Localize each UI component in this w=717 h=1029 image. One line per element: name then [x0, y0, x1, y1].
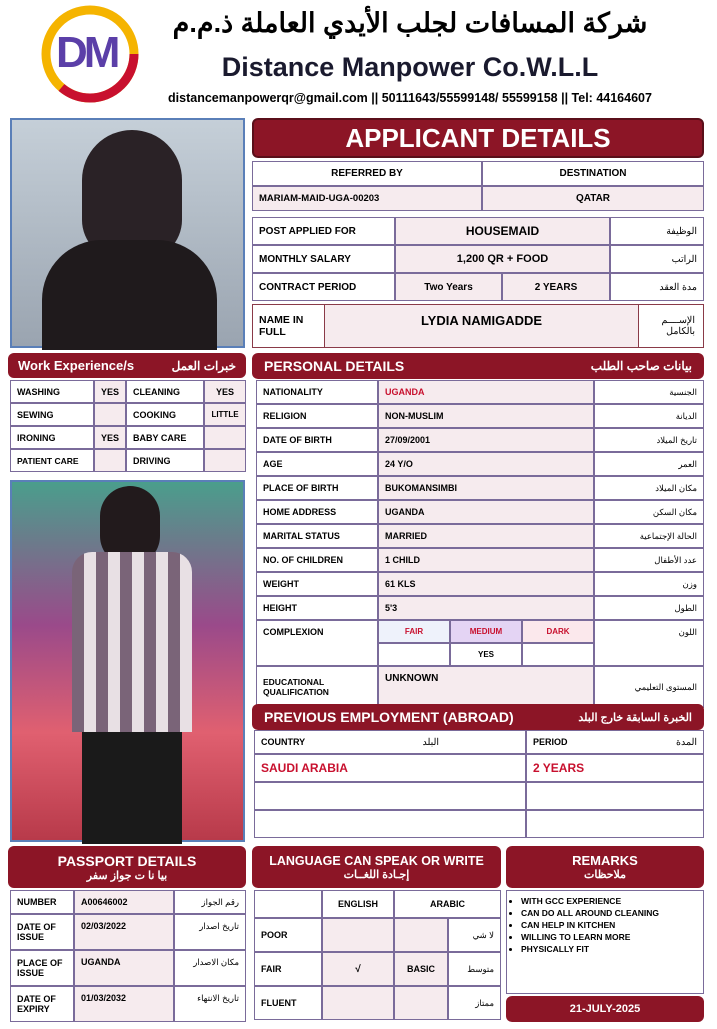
applicant-portrait-photo [10, 118, 245, 348]
passport-arabic-label: تاريخ اصدار [174, 914, 246, 950]
passport-label: PLACE OF ISSUE [10, 950, 74, 986]
previous-period-empty [526, 782, 704, 810]
language-title: LANGUAGE CAN SPEAK OR WRITE [269, 853, 484, 868]
passport-table [10, 890, 246, 1022]
previous-period: 2 YEARS [526, 754, 704, 782]
contract-arabic: مدة العقد [610, 273, 704, 301]
applicant-full-body-photo [10, 480, 245, 842]
language-level-label: POOR [254, 918, 322, 952]
post-value: HOUSEMAID [395, 217, 610, 245]
period-header-arabic: المدة [676, 736, 697, 748]
personal-value: 5'3 [378, 596, 594, 620]
language-arabic-header: ARABIC [394, 890, 501, 918]
skill-value [204, 426, 246, 449]
country-header-arabic: البلد [422, 736, 439, 748]
referred-by-value: MARIAM-MAID-UGA-00203 [252, 186, 482, 211]
skill-label: COOKING [126, 403, 204, 426]
passport-value: 01/03/2032 [74, 986, 174, 1022]
contract-value: 2 YEARS [502, 273, 610, 301]
personal-label: HOME ADDRESS [256, 500, 378, 524]
skill-label: BABY CARE [126, 426, 204, 449]
language-english-mark: √ [322, 952, 394, 986]
contract-label: CONTRACT PERIOD [252, 273, 395, 301]
previous-employment-table [254, 730, 704, 838]
passport-arabic-label: مكان الاصدار [174, 950, 246, 986]
skill-value: LITTLE [204, 403, 246, 426]
previous-country-empty [254, 782, 526, 810]
personal-value: 24 Y/O [378, 452, 594, 476]
job-table [252, 217, 704, 301]
language-arabic-mark [394, 918, 448, 952]
education-value: UNKNOWN [378, 666, 594, 708]
personal-label: AGE [256, 452, 378, 476]
name-arabic: الإســــم بالكامل [639, 305, 701, 347]
remarks-arabic: ملاحظات [584, 869, 626, 881]
language-level-label: FLUENT [254, 986, 322, 1020]
passport-arabic-label: رقم الجواز [174, 890, 246, 914]
personal-arabic: مكان السكن [594, 500, 704, 524]
period-header [526, 730, 704, 754]
name-value: LYDIA NAMIGADDE [325, 305, 639, 347]
remark-item: • CAN DO ALL AROUND CLEANING [521, 907, 697, 919]
personal-label: PLACE OF BIRTH [256, 476, 378, 500]
company-logo: DM [40, 4, 140, 104]
post-label: POST APPLIED FOR [252, 217, 395, 245]
language-arabic: إجـادة اللغــات [343, 868, 410, 881]
remarks-header [506, 846, 704, 888]
personal-details-title: PERSONAL DETAILS [264, 358, 405, 374]
company-name-arabic: شركة المسافات لجلب الأيدي العاملة ذ.م.م [172, 8, 648, 38]
remark-item: • PHYSICALLY FIT [521, 943, 697, 955]
complexion-label: COMPLEXION [256, 620, 378, 666]
language-english-header: ENGLISH [322, 890, 394, 918]
language-header [252, 846, 501, 888]
personal-label: WEIGHT [256, 572, 378, 596]
language-level-arabic: ممتاز [448, 986, 501, 1020]
remarks-title: REMARKS [572, 853, 638, 868]
personal-arabic: الطول [594, 596, 704, 620]
previous-employment-title: PREVIOUS EMPLOYMENT (ABROAD) [264, 709, 514, 725]
referred-by-header: REFERRED BY [252, 161, 482, 186]
language-level-arabic: لا شي [448, 918, 501, 952]
personal-arabic: الديانة [594, 404, 704, 428]
salary-value: 1,200 QR + FOOD [395, 245, 610, 273]
referred-table [252, 161, 704, 211]
complexion-selected-mark: YES [450, 643, 522, 666]
passport-title: PASSPORT DETAILS [57, 852, 197, 869]
work-experience-header [8, 353, 246, 378]
language-arabic-mark: BASIC [394, 952, 448, 986]
personal-value: MARRIED [378, 524, 594, 548]
previous-employment-arabic: الخبرة السابقة خارج البلد [578, 711, 692, 724]
passport-label: DATE OF EXPIRY [10, 986, 74, 1022]
skill-label: IRONING [10, 426, 94, 449]
personal-details-table [256, 380, 704, 708]
passport-arabic-label: تاريخ الانتهاء [174, 986, 246, 1022]
skill-value: YES [94, 380, 126, 403]
passport-value: 02/03/2022 [74, 914, 174, 950]
skill-value [204, 449, 246, 472]
language-level-arabic: متوسط [448, 952, 501, 986]
personal-label: NATIONALITY [256, 380, 378, 404]
complexion-cell [378, 643, 450, 666]
language-english-mark [322, 986, 394, 1020]
work-experience-table [10, 380, 246, 472]
skill-value [94, 403, 126, 426]
name-row [252, 304, 704, 348]
personal-value: UGANDA [378, 380, 594, 404]
previous-period-empty [526, 810, 704, 838]
contract-value-words: Two Years [395, 273, 502, 301]
complexion-option-fair: FAIR [378, 620, 450, 643]
personal-value: BUKOMANSIMBI [378, 476, 594, 500]
remark-item: • WILLING TO LEARN MORE [521, 931, 697, 943]
name-label: NAME IN FULL [253, 305, 325, 347]
language-corner [254, 890, 322, 918]
personal-label: DATE OF BIRTH [256, 428, 378, 452]
document-date: 21-JULY-2025 [506, 996, 704, 1022]
personal-label: NO. OF CHILDREN [256, 548, 378, 572]
personal-details-header [252, 353, 704, 379]
period-header-label: PERIOD [533, 737, 568, 747]
salary-arabic: الراتب [610, 245, 704, 273]
personal-label: HEIGHT [256, 596, 378, 620]
complexion-option-dark: DARK [522, 620, 594, 643]
previous-country: SAUDI ARABIA [254, 754, 526, 782]
destination-header: DESTINATION [482, 161, 704, 186]
personal-value: 61 KLS [378, 572, 594, 596]
personal-arabic: العمر [594, 452, 704, 476]
skill-value [94, 449, 126, 472]
passport-label: DATE OF ISSUE [10, 914, 74, 950]
personal-value: 1 CHILD [378, 548, 594, 572]
company-contact: distancemanpowerqr@gmail.com || 50111643/55599148/ 55599158 || Tel: 44164607 [168, 91, 652, 105]
post-arabic: الوظيفة [610, 217, 704, 245]
applicant-details-title: APPLICANT DETAILS [252, 118, 704, 158]
company-name-english: Distance Manpower Co.W.L.L [221, 52, 599, 82]
remark-item: • CAN HELP IN KITCHEN [521, 919, 697, 931]
personal-arabic: الجنسية [594, 380, 704, 404]
education-arabic: المستوى التعليمي [594, 666, 704, 708]
skill-value: YES [204, 380, 246, 403]
education-label: EDUCATIONAL QUALIFICATION [256, 666, 378, 708]
skill-label: SEWING [10, 403, 94, 426]
passport-arabic: بيا نا ت جواز سفر [86, 869, 168, 882]
personal-label: MARITAL STATUS [256, 524, 378, 548]
passport-value: UGANDA [74, 950, 174, 986]
skill-label: CLEANING [126, 380, 204, 403]
country-header-label: COUNTRY [261, 737, 306, 747]
personal-value: NON-MUSLIM [378, 404, 594, 428]
skill-label: WASHING [10, 380, 94, 403]
personal-details-arabic: بيانات صاحب الطلب [590, 359, 692, 373]
complexion-option-medium: MEDIUM [450, 620, 522, 643]
destination-value: QATAR [482, 186, 704, 211]
language-level-label: FAIR [254, 952, 322, 986]
work-experience-arabic: خبرات العمل [171, 358, 236, 373]
remarks-box [506, 890, 704, 994]
previous-country-empty [254, 810, 526, 838]
personal-arabic: وزن [594, 572, 704, 596]
work-experience-title: Work Experience/s [18, 358, 135, 373]
skill-label: PATIENT CARE [10, 449, 94, 472]
passport-label: NUMBER [10, 890, 74, 914]
skill-value: YES [94, 426, 126, 449]
language-english-mark [322, 918, 394, 952]
personal-value: UGANDA [378, 500, 594, 524]
personal-arabic: الحالة الإجتماعية [594, 524, 704, 548]
personal-arabic: مكان الميلاد [594, 476, 704, 500]
personal-label: RELIGION [256, 404, 378, 428]
complexion-arabic: اللون [594, 620, 704, 666]
complexion-cell [522, 643, 594, 666]
passport-header [8, 846, 246, 888]
personal-value: 27/09/2001 [378, 428, 594, 452]
skill-label: DRIVING [126, 449, 204, 472]
personal-arabic: تاريخ الميلاد [594, 428, 704, 452]
salary-label: MONTHLY SALARY [252, 245, 395, 273]
language-table [254, 890, 501, 1020]
country-header [254, 730, 526, 754]
remark-item: • WITH GCC EXPERIENCE [521, 895, 697, 907]
language-arabic-mark [394, 986, 448, 1020]
passport-value: A00646002 [74, 890, 174, 914]
personal-arabic: عدد الأطفال [594, 548, 704, 572]
previous-employment-header [252, 704, 704, 730]
